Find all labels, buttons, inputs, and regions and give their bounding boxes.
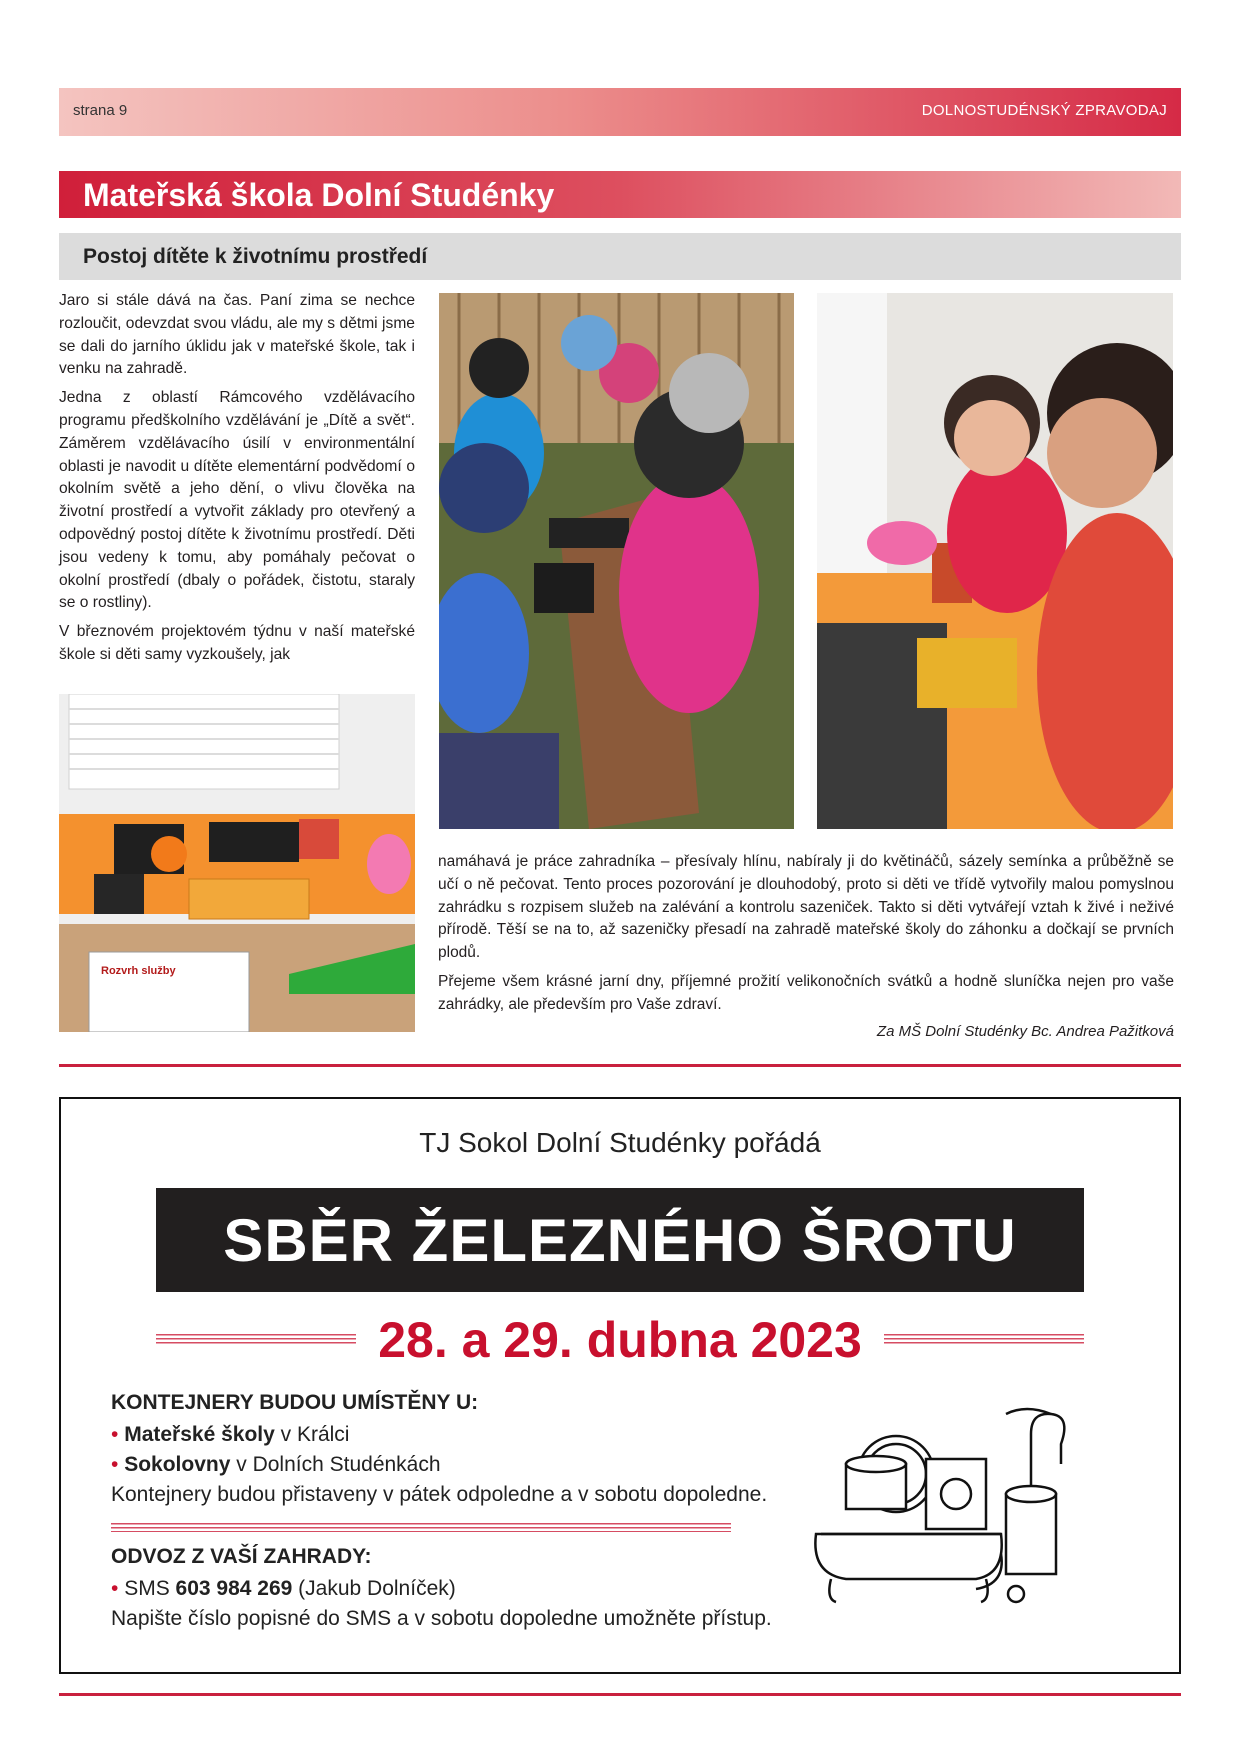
pickup-heading: ODVOZ Z VAŠÍ ZAHRADY: [111,1545,372,1568]
article-signature: Za MŠ Dolní Studénky Bc. Andrea Pažitková [876,1022,1174,1040]
section-divider [59,1064,1181,1067]
page-bottom-divider [59,1693,1181,1696]
sms-line [111,1577,811,1601]
location-2 [111,1453,811,1477]
bullet: • [111,1453,119,1476]
article-paragraph-3: V březnovém projektovém týdnu v naší mateřské škole si děti samy vyzkoušely, jak [59,623,415,663]
bullet: • [111,1577,119,1600]
article-column-left [59,290,415,673]
section-title: Mateřská škola Dolní Studénky [83,177,555,213]
pickup-block [111,1545,811,1631]
announcement-banner [156,1188,1084,1292]
section-title-bar [59,171,1181,218]
photo-children-outdoor [439,293,794,829]
location-2-place: v Dolních Studénkách [230,1453,441,1476]
article-paragraph-1: Jaro si stále dává na čas. Paní zima se nechce rozloučit, odevzdat svou vládu, ale my s dětmi jsme se dali do jarního úklidu jak v mateřské škole, tak i venku na zahradě. [59,292,415,378]
location-1-name: Mateřské školy [124,1423,275,1446]
containers-heading: KONTEJNERY BUDOU UMÍSTĚNY U: [111,1391,479,1414]
scrap-metal-illustration [806,1404,1106,1614]
article-paragraph-4: namáhavá je práce zahradníka – přesívaly hlínu, nabíraly ji do květináčů, sázely semínka a průběžně se učí o ně pečovat. Tento proces pozorování je dlouhodobý, proto si děti ve třídě vytvořily malou pomyslnou zahrádku s rozpisem služeb na zalévání a kontrolu sazeniček. Takto si děti vytvářejí vztah k živé i neživé přírodě. Těší se na to, až sazeničky přesadí na zahradě mateřské školy do záhonku a dočkají se prvních plodů. [438,853,1174,962]
sms-prefix: SMS [124,1577,176,1600]
location-1-place: v Králci [274,1423,350,1446]
announcement-organizer: TJ Sokol Dolní Studénky pořádá [419,1127,821,1158]
article-paragraph-5: Přejeme všem krásné jarní dny, příjemné prožití velikonočních svátků a hodně sluníčka nejen pro vaše zahrádky, ale především pro Vaše zdraví. [438,972,1174,1013]
block-separator [111,1523,731,1532]
subsection-bar [59,233,1181,280]
sms-contact-name: (Jakub Dolníček) [292,1577,456,1600]
announcement-date: 28. a 29. dubna 2023 [378,1312,862,1368]
date-line-right [884,1334,1084,1346]
magazine-title: DOLNOSTUDÉNSKÝ ZPRAVODAJ [921,102,1167,119]
photo-windowsill-garden [59,694,415,1032]
article-paragraph-2: Jedna z oblastí Rámcového vzdělávacího programu předškolního vzdělávání je „Dítě a svět“. Záměrem vzdělávacího úsilí v environmentální oblasti je navodit u dítěte elementární podvědomí o okolním světě a jeho dění, o vlivu člověka na životní prostředí a vytvořit základy pro otevřený a odpovědný postoj dítěte k životnímu prostředí. Děti jsou vedeny k tomu, aby pomáhaly pečovat o okolní prostředí (dbaly o pořádek, čistotu, staraly se o rostliny). [59,389,415,612]
page-header [59,88,1181,136]
rozvrh-sign-text: Rozvrh služby [101,965,176,977]
announcement-banner-text: SBĚR ŽELEZNÉHO ŠROTU [223,1207,1017,1274]
announcement-box [59,1097,1181,1674]
sms-number: 603 984 269 [175,1577,293,1600]
article-column-right [438,851,1174,1040]
pickup-note: Napište číslo popisné do SMS a v sobotu dopoledne umožněte přístup. [111,1607,772,1630]
location-1 [111,1423,811,1447]
bullet: • [111,1423,119,1446]
photo-children-watering [817,293,1173,829]
page-number: strana 9 [73,102,128,119]
containers-block [111,1391,811,1507]
containers-note: Kontejnery budou přistaveny v pátek odpoledne a v sobotu dopoledne. [111,1483,768,1506]
location-2-name: Sokolovny [124,1453,231,1476]
subsection-title: Postoj dítěte k životnímu prostředí [83,245,428,268]
